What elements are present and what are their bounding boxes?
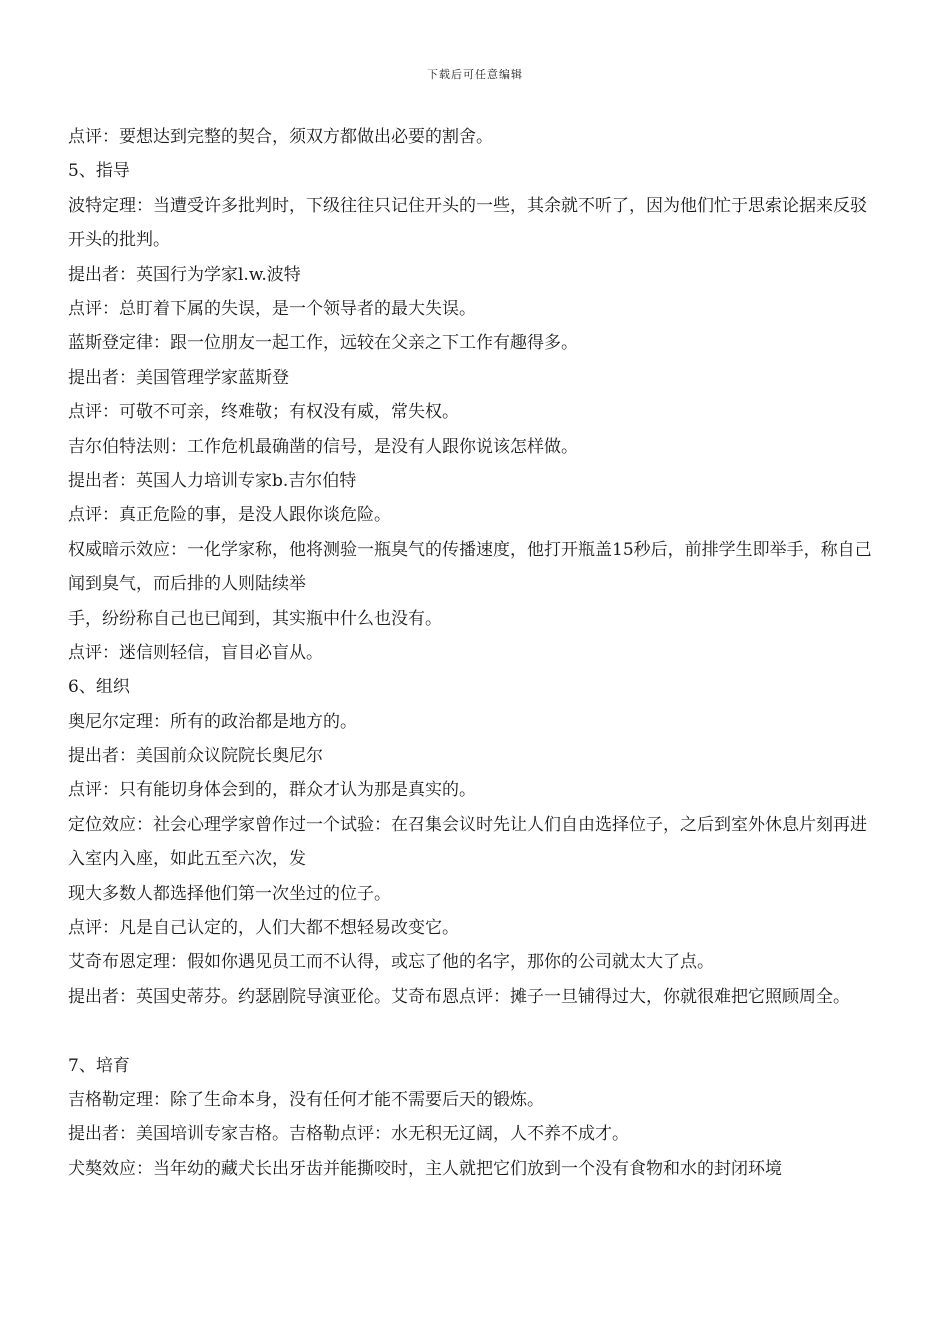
- text-paragraph: 波特定理：当遭受许多批判时，下级往往只记住开头的一些，其余就不听了，因为他们忙于思索论据来反驳开头的批判。: [68, 195, 867, 251]
- text-line: 犬獒效应：当年幼的藏犬长出牙齿并能撕咬时，主人就把它们放到一个没有食物和水的封闭环境: [68, 1158, 782, 1179]
- text-line: 点评：凡是自己认定的，人们大都不想轻易改变它。: [68, 918, 459, 939]
- text-line: 吉尔伯特法则：工作危机最确凿的信号，是没有人跟你说该怎样做。: [68, 436, 578, 457]
- text-line: 点评：只有能切身体会到的，群众才认为那是真实的。: [68, 780, 476, 801]
- text-line: 吉格勒定理：除了生命本身，没有任何才能不需要后天的锻炼。: [68, 1090, 544, 1110]
- text-line: 蓝斯登定律：跟一位朋友一起工作，远较在父亲之下工作有趣得多。: [68, 333, 578, 354]
- section-heading: 5、指导: [68, 161, 130, 182]
- text-paragraph: 提出者：英国史蒂芬。约瑟剧院导演亚伦。艾奇布恩点评：摊子一旦铺得过大，你就很难把它照顾周全。: [68, 986, 850, 1007]
- text-line: 点评：要想达到完整的契合，须双方都做出必要的割舍。: [68, 127, 493, 147]
- text-line: 提出者：美国管理学家蓝斯登: [68, 367, 289, 388]
- text-line: 奥尼尔定理：所有的政治都是地方的。: [68, 711, 357, 732]
- text-line: 点评：迷信则轻信，盲目必盲从。: [68, 642, 323, 663]
- page-header: 下载后可任意编辑: [427, 68, 523, 81]
- text-line: 点评：可敬不可亲，终难敬；有权没有威，常失权。: [68, 402, 459, 423]
- section-heading: 7、培育: [68, 1055, 130, 1076]
- text-line: 提出者：美国前众议院院长奥尼尔: [68, 746, 323, 767]
- text-paragraph: 定位效应：社会心理学家曾作过一个试验：在召集会议时先让人们自由选择位子，之后到室外休息片刻再进入室内入座，如此五至六次，发: [68, 814, 867, 870]
- text-line: 现大多数人都选择他们第一次坐过的位子。: [68, 883, 391, 904]
- text-line: 点评：真正危险的事，是没人跟你谈危险。: [68, 505, 391, 526]
- text-line: 艾奇布恩定理：假如你遇见员工而不认得，或忘了他的名字，那你的公司就太大了点。: [68, 952, 714, 973]
- text-line: 点评：总盯着下属的失误，是一个领导者的最大失误。: [68, 298, 476, 319]
- text-line: 手，纷纷称自己也已闻到，其实瓶中什么也没有。: [68, 608, 442, 629]
- text-line: 提出者：英国行为学家l.w.波特: [68, 264, 301, 285]
- document-body: [68, 120, 880, 1186]
- text-paragraph: 权威暗示效应：一化学家称，他将测验一瓶臭气的传播速度，他打开瓶盖15秒后，前排学生即举手，称自己闻到臭气，而后排的人则陆续举: [68, 539, 872, 595]
- text-line: 提出者：美国培训专家吉格。吉格勒点评：水无积无辽阔，人不养不成才。: [68, 1124, 629, 1145]
- section-heading: 6、组织: [68, 677, 130, 698]
- text-line: 提出者：英国人力培训专家b.吉尔伯特: [68, 470, 357, 491]
